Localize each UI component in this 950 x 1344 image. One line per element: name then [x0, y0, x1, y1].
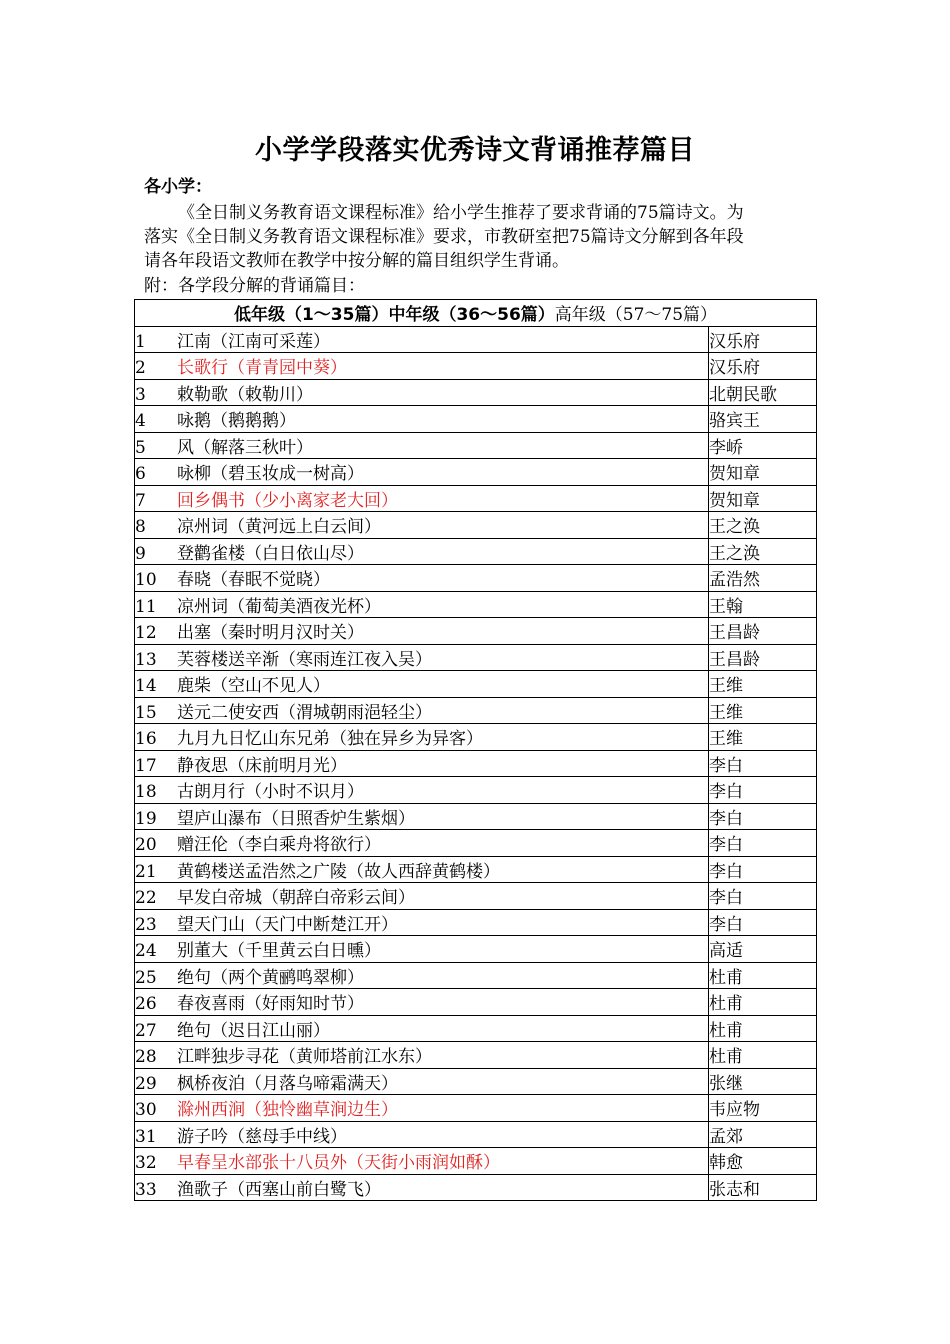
- poem-number: 30: [135, 1100, 157, 1121]
- document-title: 小学学段落实优秀诗文背诵推荐篇目: [255, 135, 695, 166]
- table-row: [135, 750, 817, 777]
- poem-number: 16: [135, 729, 157, 750]
- poem-number: 9: [135, 543, 146, 564]
- mid-grade-label: 中年级（36～56篇）: [388, 305, 555, 326]
- poem-title-cell: [135, 1068, 709, 1095]
- poem-number: 13: [135, 649, 157, 670]
- paragraph-line: 《全日制义务教育语文课程标准》给小学生推荐了要求背诵的75篇诗文。为: [178, 203, 744, 223]
- table-row: [135, 326, 817, 353]
- poem-author: 李白: [709, 750, 817, 777]
- poem-author: 杜甫: [709, 989, 817, 1016]
- poem-author: 汉乐府: [709, 353, 817, 380]
- poem-number: 2: [135, 358, 146, 379]
- poem-number: 21: [135, 861, 157, 882]
- poem-author: 王维: [709, 697, 817, 724]
- poem-author: 骆宾王: [709, 406, 817, 433]
- poem-author: 李白: [709, 803, 817, 830]
- poem-title-cell: [135, 379, 709, 406]
- table-row: [135, 1121, 817, 1148]
- poem-number: 25: [135, 967, 157, 988]
- poem-number: 14: [135, 676, 157, 697]
- poem-number: 24: [135, 941, 157, 962]
- poem-number: 27: [135, 1020, 157, 1041]
- poem-author: 李白: [709, 883, 817, 910]
- poem-title: 敕勒歌（敕勒川）: [177, 384, 313, 405]
- poem-title-cell: [135, 326, 709, 353]
- poem-number: 11: [135, 596, 157, 617]
- poem-title: 早春呈水部张十八员外（天街小雨润如酥）: [177, 1153, 500, 1174]
- poem-title-cell: [135, 406, 709, 433]
- paragraph-line: 请各年段语文教师在教学中按分解的篇目组织学生背诵。: [144, 251, 569, 271]
- poem-title: 凉州词（黄河远上白云间）: [177, 517, 381, 538]
- table-row: [135, 962, 817, 989]
- poem-title: 风（解落三秋叶）: [177, 437, 313, 458]
- poem-number: 5: [135, 437, 146, 458]
- poem-author: 李白: [709, 909, 817, 936]
- poem-author: 杜甫: [709, 962, 817, 989]
- table-row: [135, 512, 817, 539]
- poem-number: 18: [135, 782, 157, 803]
- poem-title: 枫桥夜泊（月落乌啼霜满天）: [177, 1073, 398, 1094]
- poem-title: 绝句（两个黄鹂鸣翠柳）: [177, 967, 364, 988]
- table-header-row: [135, 300, 817, 327]
- poem-title-cell: [135, 697, 709, 724]
- poem-author: 王之涣: [709, 512, 817, 539]
- poem-title: 古朗月行（小时不识月）: [177, 782, 364, 803]
- table-row: [135, 671, 817, 698]
- salutation: 各小学：: [144, 177, 212, 197]
- poem-title: 送元二使安西（渭城朝雨浥轻尘）: [177, 702, 432, 723]
- poem-author: 王之涣: [709, 538, 817, 565]
- poem-number: 28: [135, 1047, 157, 1068]
- table-row: [135, 1042, 817, 1069]
- poem-number: 23: [135, 914, 157, 935]
- table-row: [135, 909, 817, 936]
- poem-title-cell: [135, 353, 709, 380]
- poem-title: 咏柳（碧玉妆成一树高）: [177, 464, 364, 485]
- table-row: [135, 1174, 817, 1201]
- poem-author: 张志和: [709, 1174, 817, 1201]
- poem-author: 杜甫: [709, 1015, 817, 1042]
- table-row: [135, 803, 817, 830]
- table-row: [135, 936, 817, 963]
- poem-title: 游子吟（慈母手中线）: [177, 1126, 347, 1147]
- poem-title-cell: [135, 830, 709, 857]
- table-row: [135, 830, 817, 857]
- table-row: [135, 1068, 817, 1095]
- poem-author: 王昌龄: [709, 618, 817, 645]
- poem-number: 19: [135, 808, 157, 829]
- poem-title-cell: [135, 485, 709, 512]
- poem-title-cell: [135, 909, 709, 936]
- poem-number: 31: [135, 1126, 157, 1147]
- poem-title-cell: [135, 644, 709, 671]
- poem-title: 静夜思（床前明月光）: [177, 755, 347, 776]
- table-row: [135, 644, 817, 671]
- poem-title-cell: [135, 989, 709, 1016]
- poem-title: 早发白帝城（朝辞白帝彩云间）: [177, 888, 415, 909]
- poem-author: 李白: [709, 777, 817, 804]
- poem-number: 1: [135, 331, 146, 352]
- poem-title: 出塞（秦时明月汉时关）: [177, 623, 364, 644]
- poem-number: 6: [135, 464, 146, 485]
- poem-title-cell: [135, 1095, 709, 1122]
- poem-author: 王昌龄: [709, 644, 817, 671]
- table-row: [135, 379, 817, 406]
- table-row: [135, 432, 817, 459]
- poem-title-cell: [135, 803, 709, 830]
- appendix-label: 附：各学段分解的背诵篇目：: [144, 276, 365, 296]
- poem-title-cell: [135, 512, 709, 539]
- poem-title-cell: [135, 1042, 709, 1069]
- poem-number: 20: [135, 835, 157, 856]
- poem-title-cell: [135, 777, 709, 804]
- poem-author: 李峤: [709, 432, 817, 459]
- table-row: [135, 724, 817, 751]
- poem-title: 别董大（千里黄云白日曛）: [177, 941, 381, 962]
- poem-title: 滁州西涧（独怜幽草涧边生）: [177, 1100, 398, 1121]
- poem-title: 江南（江南可采莲）: [177, 331, 330, 352]
- poem-title-cell: [135, 565, 709, 592]
- poem-author: 高适: [709, 936, 817, 963]
- table-row: [135, 565, 817, 592]
- poem-title-cell: [135, 856, 709, 883]
- poem-author: 李白: [709, 856, 817, 883]
- table-row: [135, 697, 817, 724]
- poem-title: 鹿柴（空山不见人）: [177, 676, 330, 697]
- table-row: [135, 1148, 817, 1175]
- poem-author: 王翰: [709, 591, 817, 618]
- poem-author: 孟浩然: [709, 565, 817, 592]
- poem-author: 王维: [709, 724, 817, 751]
- poem-table: [134, 299, 817, 1201]
- poem-title-cell: [135, 962, 709, 989]
- poem-author: 孟郊: [709, 1121, 817, 1148]
- poem-title: 赠汪伦（李白乘舟将欲行）: [177, 835, 381, 856]
- table-row: [135, 406, 817, 433]
- high-grade-label: 高年级（57～75篇）: [554, 305, 718, 326]
- table-row: [135, 989, 817, 1016]
- poem-title-cell: [135, 432, 709, 459]
- poem-author: 汉乐府: [709, 326, 817, 353]
- poem-title-cell: [135, 538, 709, 565]
- poem-number: 22: [135, 888, 157, 909]
- poem-author: 韦应物: [709, 1095, 817, 1122]
- poem-number: 8: [135, 517, 146, 538]
- poem-number: 4: [135, 411, 146, 432]
- poem-number: 29: [135, 1073, 157, 1094]
- poem-title-cell: [135, 671, 709, 698]
- poem-title: 芙蓉楼送辛渐（寒雨连江夜入吴）: [177, 649, 432, 670]
- poem-title: 望天门山（天门中断楚江开）: [177, 914, 398, 935]
- poem-title: 回乡偶书（少小离家老大回）: [177, 490, 398, 511]
- poem-title: 登鹳雀楼（白日依山尽）: [177, 543, 364, 564]
- poem-title: 春夜喜雨（好雨知时节）: [177, 994, 364, 1015]
- poem-title: 咏鹅（鹅鹅鹅）: [177, 411, 296, 432]
- table-row: [135, 459, 817, 486]
- poem-title-cell: [135, 936, 709, 963]
- paragraph-line: 落实《全日制义务教育语文课程标准》要求，市教研室把75篇诗文分解到各年段: [144, 227, 744, 247]
- poem-title-cell: [135, 1148, 709, 1175]
- poem-number: 10: [135, 570, 157, 591]
- low-grade-label: 低年级（1～35篇）: [233, 305, 389, 326]
- grade-range-header: [135, 300, 817, 327]
- table-row: [135, 883, 817, 910]
- poem-number: 26: [135, 994, 157, 1015]
- table-row: [135, 618, 817, 645]
- poem-number: 3: [135, 384, 146, 405]
- poem-title-cell: [135, 591, 709, 618]
- poem-title-cell: [135, 618, 709, 645]
- poem-title: 望庐山瀑布（日照香炉生紫烟）: [177, 808, 415, 829]
- poem-title: 九月九日忆山东兄弟（独在异乡为异客）: [177, 729, 483, 750]
- poem-title-cell: [135, 724, 709, 751]
- table-row: [135, 485, 817, 512]
- poem-author: 杜甫: [709, 1042, 817, 1069]
- poem-author: 李白: [709, 830, 817, 857]
- poem-number: 17: [135, 755, 157, 776]
- poem-author: 贺知章: [709, 485, 817, 512]
- poem-author: 王维: [709, 671, 817, 698]
- poem-title-cell: [135, 883, 709, 910]
- poem-title-cell: [135, 750, 709, 777]
- poem-author: 张继: [709, 1068, 817, 1095]
- poem-author: 贺知章: [709, 459, 817, 486]
- poem-author: 韩愈: [709, 1148, 817, 1175]
- poem-title: 春晓（春眠不觉晓）: [177, 570, 330, 591]
- poem-title-cell: [135, 1015, 709, 1042]
- poem-number: 33: [135, 1179, 157, 1200]
- poem-author: 北朝民歌: [709, 379, 817, 406]
- poem-title-cell: [135, 1174, 709, 1201]
- poem-title: 长歌行（青青园中葵）: [177, 358, 347, 379]
- table-row: [135, 538, 817, 565]
- table-row: [135, 1095, 817, 1122]
- poem-title: 江畔独步寻花（黄师塔前江水东）: [177, 1047, 432, 1068]
- table-row: [135, 1015, 817, 1042]
- poem-title-cell: [135, 459, 709, 486]
- table-row: [135, 353, 817, 380]
- poem-number: 15: [135, 702, 157, 723]
- poem-title: 绝句（迟日江山丽）: [177, 1020, 330, 1041]
- poem-number: 12: [135, 623, 157, 644]
- table-row: [135, 777, 817, 804]
- poem-title: 黄鹤楼送孟浩然之广陵（故人西辞黄鹤楼）: [177, 861, 500, 882]
- poem-number: 7: [135, 490, 146, 511]
- table-row: [135, 856, 817, 883]
- poem-title: 渔歌子（西塞山前白鹭飞）: [177, 1179, 381, 1200]
- poem-number: 32: [135, 1153, 157, 1174]
- table-row: [135, 591, 817, 618]
- poem-title-cell: [135, 1121, 709, 1148]
- poem-title: 凉州词（葡萄美酒夜光杯）: [177, 596, 381, 617]
